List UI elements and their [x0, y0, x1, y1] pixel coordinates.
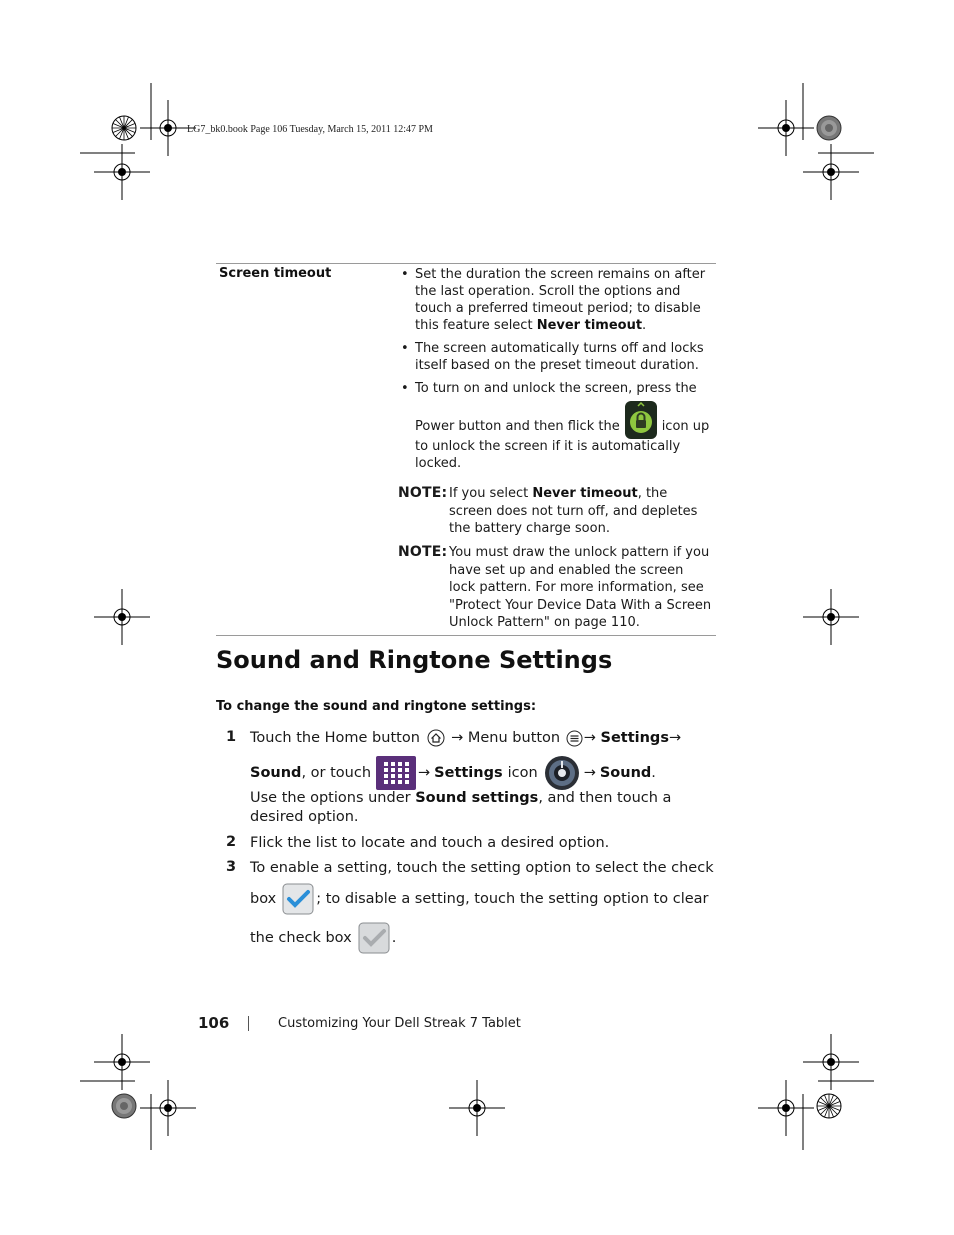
book-header-line: LG7_bk0.book Page 106 Tuesday, March 15, 2011 12:47 PM [187, 124, 433, 135]
bullet-duration [401, 266, 711, 334]
step-2-text: Flick the list to locate and touch a desired option. [250, 835, 610, 851]
arrow: → [451, 730, 464, 746]
settings-term: Settings [600, 730, 669, 746]
note-tag: NOTE: [398, 544, 448, 560]
unchecked-box-icon [358, 922, 390, 954]
note-tag: NOTE: [398, 485, 448, 501]
section-subtitle: To change the sound and ringtone settings: [216, 699, 537, 714]
step-1-line-1 [250, 729, 681, 748]
sound-settings-term: Sound settings [415, 790, 539, 806]
step-text: . [391, 929, 397, 946]
sound-term: Sound [599, 764, 652, 781]
step-3-number: 3 [226, 859, 237, 875]
page-number: 106 [198, 1014, 230, 1032]
footer-chapter-title: Customizing Your Dell Streak 7 Tablet [278, 1016, 521, 1031]
never-timeout-term: Never timeout [532, 486, 638, 501]
bullet-text: The screen automatically turns off and locks itself based on the preset timeout duration. [415, 341, 704, 373]
note-body: You must draw the unlock pattern if you have set up and enabled the screen lock pattern. For more information, see "Protect Your Device Data With a Screen Unlock Pattern" on page 110. [449, 545, 712, 630]
menu-icon [566, 730, 583, 747]
table-bottom-rule [216, 635, 716, 636]
apps-grid-icon [376, 756, 416, 790]
step-text: icon [507, 764, 538, 781]
note-text: If you select [449, 486, 533, 501]
bullet-end: . [642, 318, 647, 333]
step-3-line-3 [250, 921, 396, 955]
table-top-rule [216, 263, 716, 264]
footer-separator [248, 1016, 249, 1031]
bullet-icon-line [415, 397, 711, 435]
bullet-unlock [401, 380, 711, 472]
step-1-line-2 [250, 756, 656, 790]
step-2-number: 2 [226, 834, 237, 850]
bullet-text: Power button and then flick the [415, 419, 620, 434]
bullet-text: icon up [661, 419, 710, 434]
step-text: the check box [250, 929, 352, 946]
step-1-use-options [250, 789, 712, 827]
sound-term: Sound [250, 764, 302, 781]
step-text: ; to disable a setting, touch the setting option to clear [316, 890, 709, 907]
home-icon [427, 729, 445, 747]
step-3-line-2 [250, 882, 709, 916]
note-never-timeout [398, 485, 712, 538]
bullet-text: Set the duration the screen remains on after the last operation. Scroll the options and touch a preferred timeout period; to disable this feature select [415, 267, 706, 333]
arrow: → [583, 764, 596, 781]
step-text: . [651, 764, 656, 781]
step-text: Menu button [467, 730, 561, 746]
bullet-auto-off [401, 340, 711, 374]
never-timeout-term: Never timeout [536, 318, 643, 333]
screen-timeout-label: Screen timeout [219, 266, 332, 281]
step-text: , and then touch a desired option. [250, 790, 672, 825]
step-1-number: 1 [226, 729, 237, 745]
step-text: box [250, 890, 277, 907]
settings-term: Settings [434, 764, 503, 781]
settings-knob-icon [544, 755, 580, 791]
bullet-line: • To turn on and unlock the screen, press the [415, 381, 697, 396]
step-text: Use the options under [250, 790, 416, 806]
note-text: , the screen does not turn off, and depletes the battery charge soon. [449, 486, 698, 536]
screen-timeout-bullets [401, 266, 711, 478]
step-3-line-1: To enable a setting, touch the setting option to select the check [250, 860, 714, 876]
arrow: → [583, 730, 596, 746]
note-unlock-pattern [398, 544, 712, 632]
arrow: → [418, 764, 431, 781]
step-text: Touch the Home button [250, 730, 420, 746]
checked-box-icon [282, 883, 314, 915]
lock-icon [624, 400, 658, 440]
note-body [449, 485, 712, 538]
arrow: → [668, 730, 682, 746]
section-title: Sound and Ringtone Settings [216, 646, 613, 674]
bullet-line: to unlock the screen if it is automatically locked. [415, 439, 681, 471]
step-text: , or touch [301, 764, 372, 781]
